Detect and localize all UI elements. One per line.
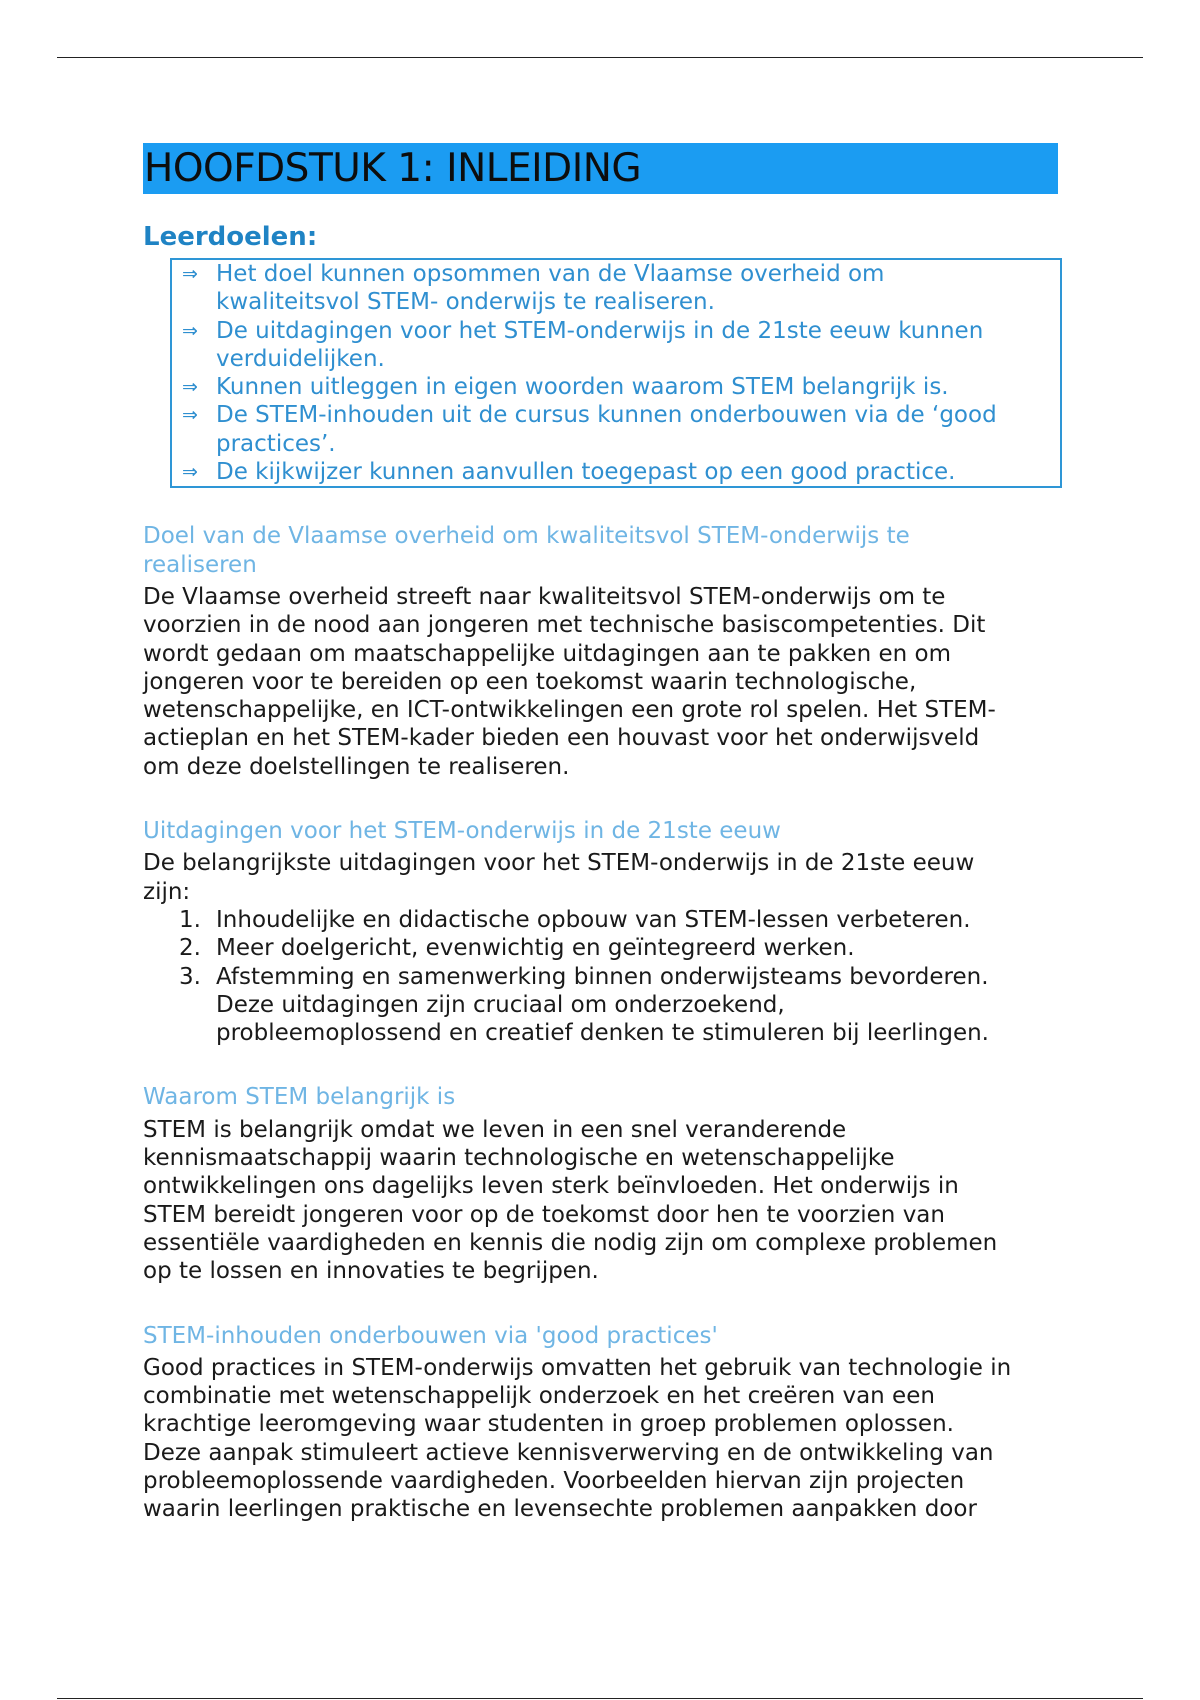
section-good-practices	[143, 1322, 1063, 1524]
learning-goal: ⇒ Kunnen uitleggen in eigen woorden waarom STEM belangrijk is.	[182, 374, 949, 401]
list-item: 1. Inhoudelijke en didactische opbouw van STEM-lessen verbeteren.	[179, 906, 971, 933]
arrow-icon: ⇒	[182, 263, 198, 285]
list-item: 2. Meer doelgericht, evenwichtig en geïntegreerd werken.	[179, 935, 855, 962]
learning-goal: ⇒ De uitdagingen voor het STEM-onderwijs in de 21ste eeuw kunnen verduidelijken.	[182, 317, 984, 372]
arrow-icon: ⇒	[182, 319, 198, 342]
learning-goal: ⇒ De STEM-inhouden uit de cursus kunnen onderbouwen via de ‘good practices’.	[182, 402, 997, 457]
list-item: 3. Afstemming en samenwerking binnen onderwijsteams bevorderen. Deze uitdagingen zijn cruciaal om onderzoekend, probleemoplossend en creatief denken te stimuleren bij leerlingen.	[179, 963, 989, 1047]
arrow-icon: ⇒	[182, 376, 198, 399]
section-waarom	[143, 1083, 1063, 1285]
top-rule	[57, 57, 1143, 58]
section-body: De Vlaamse overheid streeft naar kwaliteitsvol STEM-onderwijs om te voorzien in de nood aan jongeren met technische basiscompetenties. Dit wordt gedaan om maatschappelijke uitdagingen aan te pakken en om jongeren voor te bereiden op een toekomst waarin technologische, wetenschappelijke, en ICT-ontwikkelingen een grote rol spelen. Het STEM- actieplan en het STEM-kader bieden een houvast voor het onderwijsveld om deze doelstellingen te realiseren.	[143, 583, 996, 780]
arrow-icon: ⇒	[182, 461, 198, 484]
learning-goals-title: Leerdoelen:	[143, 222, 318, 252]
bottom-rule	[57, 1698, 1143, 1699]
section-doel	[143, 522, 1063, 781]
section-heading: STEM-inhouden onderbouwen via 'good practices'	[143, 1322, 718, 1349]
section-body: De belangrijkste uitdagingen voor het STEM-onderwijs in de 21ste eeuw zijn:	[143, 850, 975, 905]
learning-goal: ⇒ Het doel kunnen opsommen van de Vlaamse overheid om kwaliteitsvol STEM- onderwijs te realiseren.	[182, 261, 885, 316]
challenges-list	[143, 906, 1063, 1047]
section-heading: Waarom STEM belangrijk is	[143, 1084, 456, 1111]
page-content	[143, 143, 1063, 1524]
section-heading: Uitdagingen voor het STEM-onderwijs in de 21ste eeuw	[143, 818, 781, 845]
section-body: STEM is belangrijk omdat we leven in een snel veranderende kennismaatschappij waarin technologische en wetenschappelijke ontwikkelingen ons dagelijks leven sterk beïnvloeden. Het onderwijs in STEM bereidt jongeren voor op de toekomst door hen te voorzien van essentiële vaardigheden en kennis die nodig zijn om complexe problemen op te lossen en innovaties te begrijpen.	[143, 1116, 998, 1285]
learning-goal: ⇒ De kijkwijzer kunnen aanvullen toegepast op een good practice.	[182, 459, 956, 486]
chapter-title: HOOFDSTUK 1: INLEIDING	[143, 143, 1058, 194]
section-heading: Doel van de Vlaamse overheid om kwaliteitsvol STEM-onderwijs te realiseren	[143, 523, 910, 578]
section-uitdagingen	[143, 817, 1063, 1047]
learning-goals-box	[170, 258, 1062, 488]
arrow-icon: ⇒	[182, 404, 198, 427]
section-body: Good practices in STEM-onderwijs omvatten het gebruik van technologie in combinatie met wetenschappelijk onderzoek en het creëren van een krachtige leeromgeving waar studenten in groep problemen oplossen. Deze aanpak stimuleert actieve kennisverwerving en de ontwikkeling van probleemoplossende vaardigheden. Voorbeelden hiervan zijn projecten waarin leerlingen praktische en levensechte problemen aanpakken door	[143, 1354, 1012, 1523]
